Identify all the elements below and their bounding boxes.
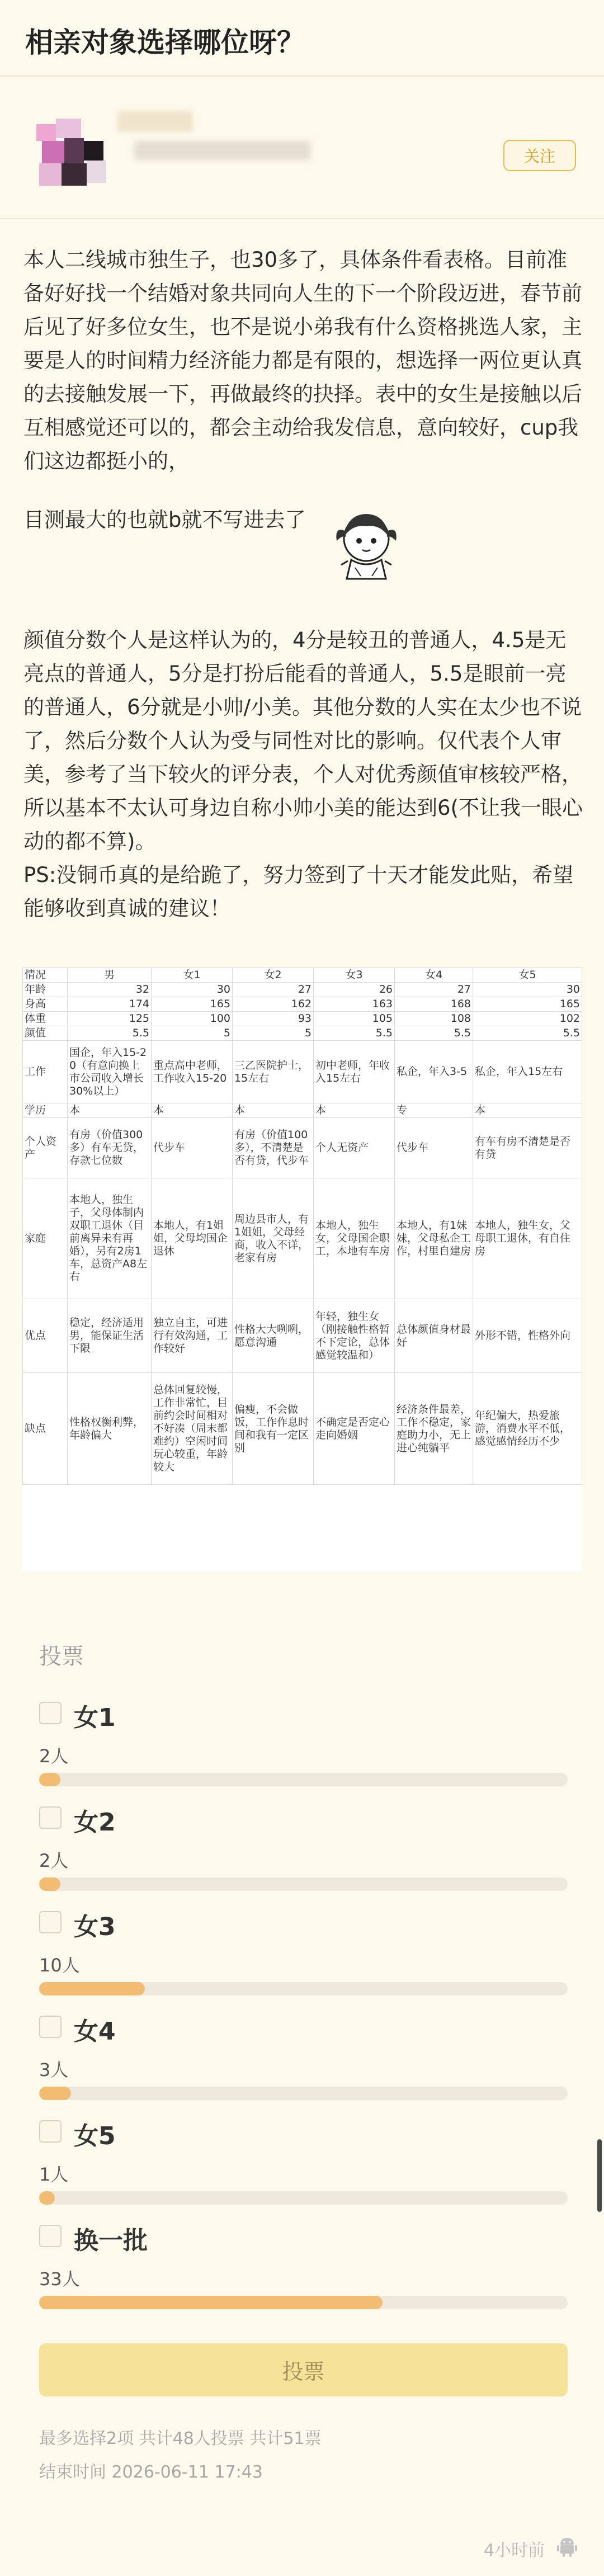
vote-option-checkbox[interactable]	[39, 1806, 62, 1829]
table-cell: 32	[68, 983, 152, 997]
vote-progress-track	[39, 2296, 568, 2309]
table-cell: 26	[314, 983, 395, 997]
table-row	[23, 997, 582, 1012]
table-cell: 总体颜值身材最好	[395, 1299, 473, 1373]
vote-option-checkbox[interactable]	[39, 1911, 62, 1933]
table-cell: 男	[68, 968, 152, 983]
vote-submit-button[interactable]: 投票	[39, 2343, 568, 2396]
table-row	[23, 1026, 582, 1041]
vote-option-checkbox[interactable]	[39, 2225, 62, 2247]
table-cell: 105	[314, 1012, 395, 1026]
table-cell: 5.5	[473, 1026, 582, 1041]
table-cell: 本地人，有1妹妹，父母私企工作，村里自建房	[395, 1178, 473, 1299]
vote-option[interactable]	[39, 2220, 570, 2327]
vote-end-time: 结束时间 2026-06-11 17:43	[39, 2462, 263, 2482]
vote-option-count: 2人	[39, 1745, 69, 1767]
table-row	[23, 1299, 582, 1373]
vote-progress-fill	[39, 2087, 71, 2100]
table-cell: 本地人，独生女，父母国企职工，本地有车房	[314, 1178, 395, 1299]
header-divider	[0, 76, 604, 77]
table-cell: 专	[395, 1103, 473, 1118]
vote-option-checkbox[interactable]	[39, 2120, 62, 2143]
table-cell: 5.5	[68, 1026, 152, 1041]
vote-option-count: 33人	[39, 2268, 80, 2290]
table-row	[23, 968, 582, 983]
vote-option-checkbox[interactable]	[39, 1702, 62, 1724]
table-row-header: 体重	[23, 1012, 68, 1026]
table-cell: 有房（价值100多），不清楚是否有贷，代步车	[233, 1118, 314, 1178]
table-cell: 性格权衡利弊，年龄偏大	[68, 1373, 152, 1485]
table-cell: 本地人，独生女，父母职工退休，有自住房	[473, 1178, 582, 1299]
post-body-paragraph	[23, 243, 583, 537]
vote-option-count: 10人	[39, 1955, 80, 1976]
vote-option[interactable]	[39, 1907, 570, 2013]
vote-option-label: 女4	[74, 2017, 116, 2046]
android-icon	[555, 2535, 579, 2558]
vote-progress-fill	[39, 1773, 60, 1786]
table-cell: 本	[152, 1103, 233, 1118]
post-body-text: 本人二线城市独生子，也30多了，具体条件看表格。目前准备好好找一个结婚对象共同向人生的下一个阶段迈进，春节前后见了好多位女生，也不是说小弟我有什么资格挑选人家，主要是人的时间精力经济能力都是有限的，想选择一两位更认真的去接触发展一下，再做最终的抉择。表中的女生是接触以后互相感觉还可以的，都会主动给我发信息，意向较好，cup我们这边都挺小的，	[23, 248, 582, 473]
follow-button[interactable]: 关注	[503, 140, 576, 171]
table-cell: 女3	[314, 968, 395, 983]
table-row-header: 学历	[23, 1103, 68, 1118]
vote-option[interactable]	[39, 1802, 570, 1908]
table-cell: 独立自主，可进行有效沟通，工作较好	[152, 1299, 233, 1373]
table-cell: 5	[152, 1026, 233, 1041]
table-cell: 本地人，独生子，父母体制内双职工退休（目前离异未有再婚），另有2房1车，总资产A8左右	[68, 1178, 152, 1299]
table-cell: 总体回复较慢，工作非常忙，目前约会时间相对不好凑（周末都难约）空闲时间玩心较重，年龄较大	[152, 1373, 233, 1485]
table-cell: 三乙医院护士，15左右	[233, 1041, 314, 1103]
vote-summary: 最多选择2项 共计48人投票 共计51票	[39, 2429, 322, 2448]
post-body-text: 颜值分数个人是这样认为的，4分是较丑的普通人，4.5是无亮点的普通人，5分是打扮后能看的普通人，5.5是眼前一亮的普通人，6分就是小帅/小美。其他分数的人实在太少也不说了，然后分数个人认为受与同性对比的影响。仅代表个人审美，参考了当下较火的评分表，个人对优秀颜值审核较严格，所以基本不太认可身边自称小帅小美的能达到6(不让我一眼心动的都不算)。	[23, 628, 583, 853]
table-cell: 有房（价值300多）有车无贷，存款七位数	[68, 1118, 152, 1178]
table-row-header: 个人资产	[23, 1118, 68, 1178]
chibi-girl-sticker-icon	[324, 506, 408, 584]
vote-progress-track	[39, 1773, 568, 1786]
table-cell: 女4	[395, 968, 473, 983]
table-cell: 93	[233, 1012, 314, 1026]
vote-option-count: 2人	[39, 1850, 69, 1871]
table-cell: 重点高中老师，工作收入15-20	[152, 1041, 233, 1103]
vote-progress-track	[39, 2087, 568, 2100]
vote-option[interactable]	[39, 1697, 570, 1804]
table-cell: 偏瘦，不会做饭，工作作息时间和我有一定区别	[233, 1373, 314, 1485]
table-row-header: 情况	[23, 968, 68, 983]
table-cell: 5.5	[314, 1026, 395, 1041]
author-row	[0, 95, 604, 218]
table-cell: 私企，年入15左右	[473, 1041, 582, 1103]
vote-heading: 投票	[39, 1644, 84, 1669]
vote-progress-track	[39, 2191, 568, 2205]
table-cell: 5.5	[395, 1026, 473, 1041]
table-cell: 年轻，独生女（刚接触性格暂不下定论，总体感觉较温和）	[314, 1299, 395, 1373]
vote-option-checkbox[interactable]	[39, 2016, 62, 2038]
vote-option-label: 女2	[74, 1808, 116, 1837]
table-row-header: 工作	[23, 1041, 68, 1103]
table-row	[23, 983, 582, 997]
table-cell: 本	[233, 1103, 314, 1118]
table-cell: 代步车	[152, 1118, 233, 1178]
table-cell: 国企，年入15-20（有意向换上市公司收入增长30%以上）	[68, 1041, 152, 1103]
table-cell: 初中老师，年收入15左右	[314, 1041, 395, 1103]
table-cell: 162	[233, 997, 314, 1012]
table-cell: 30	[473, 983, 582, 997]
table-cell: 本地人，有1姐姐，父母均国企退休	[152, 1178, 233, 1299]
author-divider	[0, 218, 604, 219]
post-time: 4小时前	[484, 2541, 545, 2560]
vote-option[interactable]	[39, 2011, 570, 2117]
post-title: 相亲对象选择哪位呀？	[25, 26, 305, 59]
page-scrollbar[interactable]	[597, 2139, 602, 2212]
table-row	[23, 1012, 582, 1026]
table-row-header: 颜值	[23, 1026, 68, 1041]
author-name-redacted	[117, 111, 193, 132]
table-row	[23, 1041, 582, 1103]
table-cell: 私企，年入3-5	[395, 1041, 473, 1103]
table-cell: 5	[233, 1026, 314, 1041]
vote-option-label: 女3	[74, 1913, 116, 1941]
table-cell: 165	[152, 997, 233, 1012]
table-row	[23, 1103, 582, 1118]
table-cell: 168	[395, 997, 473, 1012]
table-cell: 稳定，经济适用男，能保证生活下限	[68, 1299, 152, 1373]
table-cell: 年纪偏大，热爱旅游，消费水平不低，感觉感情经历不少	[473, 1373, 582, 1485]
table-cell: 163	[314, 997, 395, 1012]
table-cell: 不确定是否定心走向婚姻	[314, 1373, 395, 1485]
table-cell: 125	[68, 1012, 152, 1026]
table-cell: 27	[233, 983, 314, 997]
table-cell: 个人无资产	[314, 1118, 395, 1178]
vote-progress-track	[39, 1877, 568, 1891]
table-cell: 代步车	[395, 1118, 473, 1178]
table-row	[23, 1118, 582, 1178]
table-row-header: 家庭	[23, 1178, 68, 1299]
vote-progress-fill	[39, 1877, 60, 1891]
table-row-header: 缺点	[23, 1373, 68, 1485]
table-row-header: 年龄	[23, 983, 68, 997]
vote-progress-fill	[39, 2296, 383, 2309]
vote-option-label: 换一批	[74, 2226, 148, 2255]
post-body-paragraph	[23, 624, 583, 926]
avatar[interactable]	[31, 119, 109, 188]
table-cell: 性格大大咧咧，愿意沟通	[233, 1299, 314, 1373]
table-row-header: 优点	[23, 1299, 68, 1373]
table-cell: 27	[395, 983, 473, 997]
table-row	[23, 1373, 582, 1485]
table-cell: 女1	[152, 968, 233, 983]
vote-option-label: 女5	[74, 2122, 116, 2150]
vote-progress-fill	[39, 1982, 145, 1995]
table-cell: 女5	[473, 968, 582, 983]
table-cell: 外形不错，性格外向	[473, 1299, 582, 1373]
post-body-text: PS:没铜币真的是给跪了，努力签到了十天才能发此贴，希望能够收到真诚的建议！	[23, 863, 574, 921]
vote-option-count: 3人	[39, 2059, 69, 2080]
table-cell: 165	[473, 997, 582, 1012]
author-meta-redacted	[134, 141, 310, 160]
table-cell: 100	[152, 1012, 233, 1026]
table-cell: 有车有房不清楚是否有贷	[473, 1118, 582, 1178]
vote-option-label: 女1	[74, 1704, 116, 1732]
vote-option-count: 1人	[39, 2164, 69, 2185]
table-cell: 周边县市人，有1姐姐，父母经商，收入不详，老家有房	[233, 1178, 314, 1299]
table-cell: 本	[473, 1103, 582, 1118]
vote-option[interactable]	[39, 2116, 570, 2222]
table-row-header: 身高	[23, 997, 68, 1012]
table-cell: 174	[68, 997, 152, 1012]
vote-progress-track	[39, 1982, 568, 1995]
table-cell: 女2	[233, 968, 314, 983]
table-row	[23, 1178, 582, 1299]
table-cell: 本	[314, 1103, 395, 1118]
table-cell: 102	[473, 1012, 582, 1026]
post-body-text-end: 目测最大的也就b就不写进去了	[23, 508, 306, 532]
table-cell: 经济条件最差，工作不稳定，家庭助力小，无上进心纯躺平	[395, 1373, 473, 1485]
table-cell: 108	[395, 1012, 473, 1026]
comparison-table	[22, 968, 582, 1572]
vote-progress-fill	[39, 2191, 55, 2205]
table-cell: 本	[68, 1103, 152, 1118]
table-cell: 30	[152, 983, 233, 997]
